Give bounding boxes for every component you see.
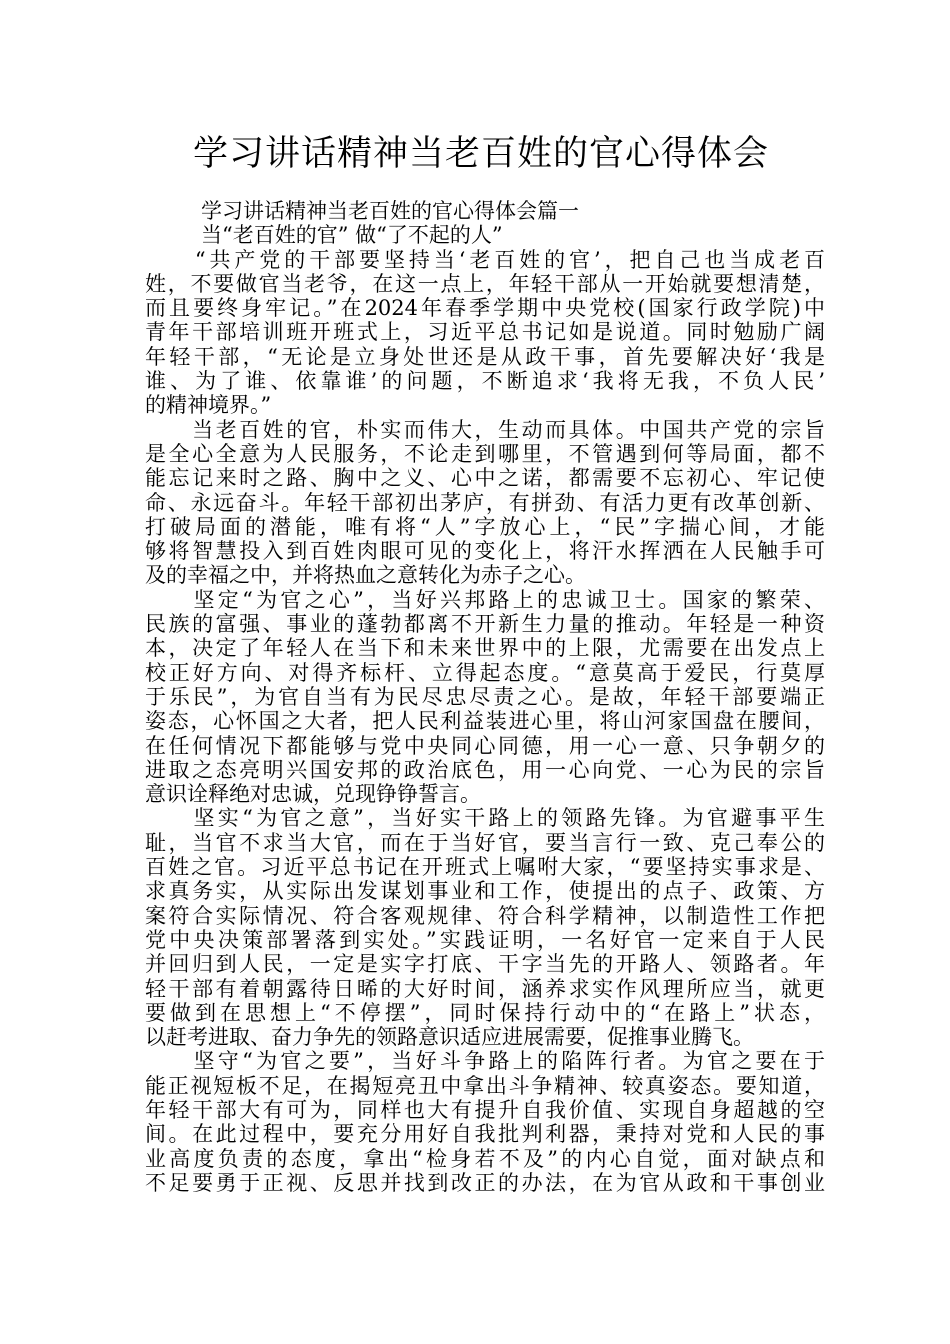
text-line: 百姓之官。习近平总书记在开班式上嘱咐大家，“要坚持实事求是、 bbox=[145, 855, 825, 880]
text-line: 间。在此过程中，要充分用好自我批判利器，秉持对党和人民的事 bbox=[145, 1122, 825, 1147]
text-line: 业高度负责的态度，拿出“检身若不及”的内心自觉，面对缺点和 bbox=[145, 1146, 825, 1171]
text-line: 打破局面的潜能，唯有将“人”字放心上，“民”字揣心间，才能 bbox=[145, 514, 825, 539]
text-line: 进取之态亮明兴国安邦的政治底色，用一心向党、一心为民的宗旨 bbox=[145, 757, 825, 782]
text-line: 意识诠释绝对忠诚，兑现铮铮誓言。 bbox=[145, 782, 481, 807]
text-line: 姓，不要做官当老爷，在这一点上，年轻干部从一开始就要想清楚， bbox=[145, 271, 825, 296]
document-page bbox=[145, 0, 825, 1195]
text-line: 不足要勇于正视、反思并找到改正的办法，在为官从政和干事创业 bbox=[145, 1170, 825, 1195]
text-line: 是全心全意为人民服务，不论走到哪里，不管遇到何等局面，都不 bbox=[145, 441, 825, 466]
text-line: 以赶考进取、奋力争先的领路意识适应进展需要，促推事业腾飞。 bbox=[145, 1025, 754, 1050]
text-line: 能正视短板不足，在揭短亮丑中拿出斗争精神、较真姿态。要知道， bbox=[145, 1073, 825, 1098]
text-line: 坚定“为官之心”，当好兴邦路上的忠诚卫士。国家的繁荣、 bbox=[145, 587, 825, 612]
text-line: 民族的富强、事业的蓬勃都离不开新生力量的推动。年轻是一种资 bbox=[145, 612, 825, 637]
article-heading: 当“老百姓的官” 做“了不起的人” bbox=[201, 223, 503, 248]
text-line: 能忘记来时之路、胸中之义、心中之诺，都需要不忘初心、牢记使 bbox=[145, 466, 825, 491]
document-subtitle: 学习讲话精神当老百姓的官心得体会篇一 bbox=[201, 199, 579, 223]
text-line: 当老百姓的官，朴实而伟大，生动而具体。中国共产党的宗旨 bbox=[145, 417, 825, 442]
text-line: 坚守“为官之要”，当好斗争路上的陷阵行者。为官之要在于 bbox=[145, 1049, 825, 1074]
text-line: 本，决定了年轻人在当下和未来世界中的上限，尤需要在出发点上 bbox=[145, 636, 825, 661]
text-line: 轻干部有着朝露待日晞的大好时间，涵养求实作风理所应当，就更 bbox=[145, 976, 825, 1001]
text-line: 求真务实，从实际出发谋划事业和工作，使提出的点子、政策、方 bbox=[145, 879, 825, 904]
text-line: 姿态，心怀国之大者，把人民利益装进心里，将山河家国盘在腰间， bbox=[145, 709, 825, 734]
text-line: 青年干部培训班开班式上，习近平总书记如是说道。同时勉励广阔 bbox=[145, 320, 825, 345]
text-line: 在任何情况下都能够与党中央同心同德，用一心一意、只争朝夕的 bbox=[145, 733, 825, 758]
paragraph-4 bbox=[145, 806, 825, 1049]
text-line: 年轻干部，“无论是立身处世还是从政干事，首先要解决好‘我是 bbox=[145, 344, 825, 369]
text-line: 坚实“为官之意”，当好实干路上的领路先锋。为官避事平生 bbox=[145, 806, 825, 831]
text-line: 的精神境界。” bbox=[145, 393, 272, 418]
paragraph-1 bbox=[145, 248, 825, 418]
text-line: 党中央决策部署落到实处。”实践证明，一名好官一定来自于人民 bbox=[145, 927, 825, 952]
document-title: 学习讲话精神当老百姓的官心得体会 bbox=[192, 134, 769, 174]
text-line: 耻，当官不求当大官，而在于当好官，要当言行一致、克己奉公的 bbox=[145, 830, 825, 855]
text-line: 而且要终身牢记。”在2024年春季学期中央党校(国家行政学院)中 bbox=[145, 296, 825, 321]
text-line: 命、永远奋斗。年轻干部初出茅庐，有拼劲、有活力更有改革创新、 bbox=[145, 490, 825, 515]
paragraph-2 bbox=[145, 418, 825, 588]
text-line: 校正好方向、对得齐标杆、立得起态度。“意莫高于爱民，行莫厚 bbox=[145, 660, 825, 685]
text-line: 够将智慧投入到百姓肉眼可见的变化上，将汗水挥洒在人民触手可 bbox=[145, 539, 825, 564]
text-line: 要做到在思想上“不停摆”，同时保持行动中的“在路上”状态， bbox=[145, 1000, 825, 1025]
paragraph-3 bbox=[145, 588, 825, 807]
text-line: 于乐民”，为官自当有为民尽忠尽责之心。是故，年轻干部要端正 bbox=[145, 684, 825, 709]
text-line: 谁、为了谁、依靠谁’的问题，不断追求‘我将无我，不负人民’ bbox=[145, 369, 825, 394]
text-line: 年轻干部大有可为，同样也大有提升自我价值、实现自身超越的空 bbox=[145, 1097, 825, 1122]
text-line: “共产党的干部要坚持当‘老百姓的官’，把自己也当成老百 bbox=[145, 247, 825, 272]
paragraph-5 bbox=[145, 1049, 825, 1195]
text-line: 及的幸福之中，并将热血之意转化为赤子之心。 bbox=[145, 563, 586, 588]
document-body bbox=[145, 199, 825, 1195]
text-line: 并回归到人民，一定是实字打底、干字当先的开路人、领路者。年 bbox=[145, 952, 825, 977]
text-line: 案符合实际情况、符合客观规律、符合科学精神，以制造性工作把 bbox=[145, 903, 825, 928]
